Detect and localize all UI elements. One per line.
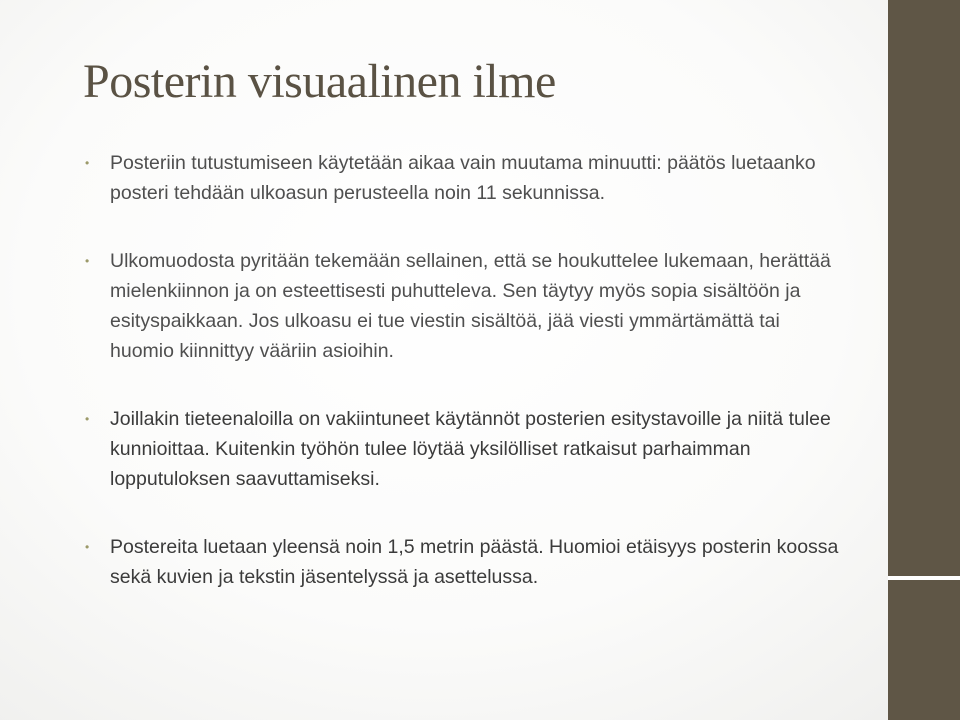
bullet-item-4 bbox=[85, 532, 845, 592]
side-band-lower bbox=[888, 580, 960, 720]
bullet-item-3 bbox=[85, 404, 845, 494]
bullet-item-2 bbox=[85, 246, 845, 366]
bullet-list bbox=[85, 148, 845, 592]
bullet-icon: • bbox=[85, 156, 90, 170]
bullet-text: Joillakin tieteenaloilla on vakiintuneet käytännöt posterien esitystavoille ja niitä tulee kunnioittaa. Kuitenkin työhön tulee löytää yksilölliset ratkaisut parhaimman lopputuloksen saavuttamiseksi. bbox=[110, 408, 831, 490]
bullet-icon: • bbox=[85, 540, 90, 554]
side-band bbox=[888, 0, 960, 720]
bullet-item-1 bbox=[85, 148, 845, 208]
bullet-icon: • bbox=[85, 412, 90, 426]
bullet-text: Postereita luetaan yleensä noin 1,5 metrin päästä. Huomioi etäisyys posterin koossa sekä kuvien ja tekstin jäsentelyssä ja asettelussa. bbox=[110, 536, 839, 588]
slide-title: Posterin visuaalinen ilme bbox=[83, 55, 556, 108]
bullet-text: Posteriin tutustumiseen käytetään aikaa vain muutama minuutti: päätös luetaanko posteri tehdään ulkoasun perusteella noin 11 sekunnissa. bbox=[110, 152, 816, 204]
side-band-upper bbox=[888, 0, 960, 576]
bullet-text: Ulkomuodosta pyritään tekemään sellainen, että se houkuttelee lukemaan, herättää mielenkiinnon ja on esteettisesti puhutteleva. Sen täytyy myös sopia sisältöön ja esityspaikkaan. Jos ulkoasu ei tue viestin sisältöä, jää viesti ymmärtämättä tai huomio kiinnittyy vääriin asioihin. bbox=[110, 250, 831, 362]
bullet-icon: • bbox=[85, 254, 90, 268]
